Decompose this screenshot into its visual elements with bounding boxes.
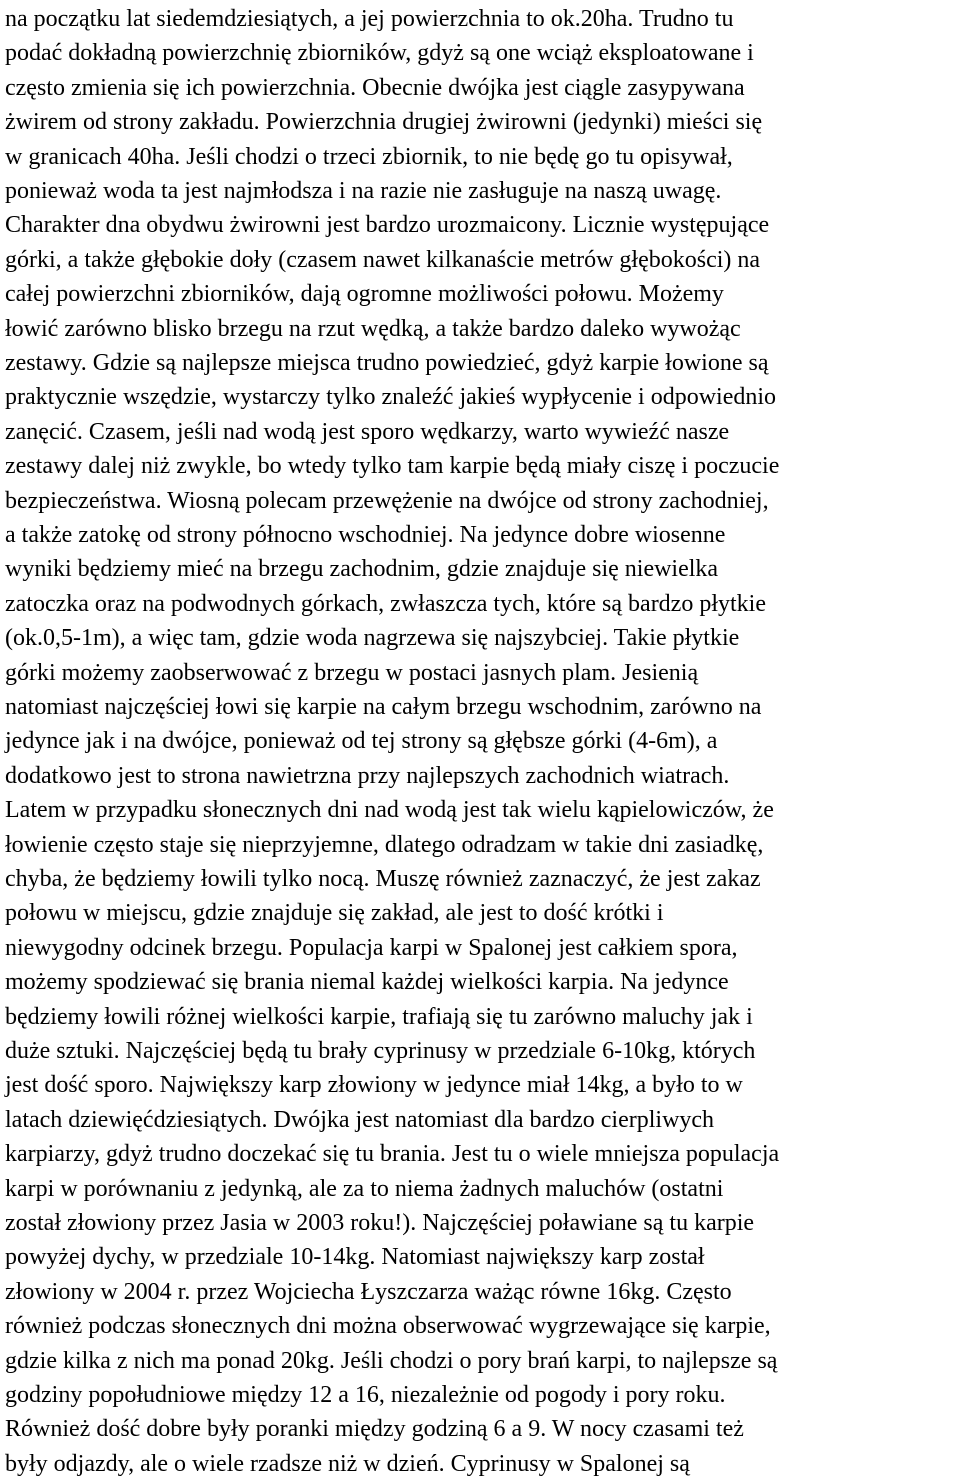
text-line: chyba, że będziemy łowili tylko nocą. Muszę również zaznaczyć, że jest zakaz	[5, 866, 761, 892]
text-line: górki, a także głębokie doły (czasem nawet kilkanaście metrów głębokości) na	[5, 246, 761, 273]
text-line: możemy spodziewać się brania niemal każdej wielkości karpia. Na jedynce	[5, 969, 729, 996]
text-line: godziny popołudniowe między 12 a 16, niezależnie od pogody i pory roku.	[5, 1382, 726, 1408]
text-line: Również dość dobre były poranki między godziną 6 a 9. W nocy czasami też	[5, 1416, 744, 1443]
text-line: zestawy dalej niż zwykle, bo wtedy tylko tam karpie będą miały ciszę i poczucie	[5, 453, 780, 480]
text-line: gdzie kilka z nich ma ponad 20kg. Jeśli chodzi o pory brań karpi, to najlepsze są	[5, 1347, 778, 1374]
text-line: w granicach 40ha. Jeśli chodzi o trzeci zbiornik, to nie będę go tu opisywał,	[5, 143, 733, 170]
text-line: został złowiony przez Jasia w 2003 roku!). Najczęściej poławiane są tu karpie	[5, 1210, 755, 1236]
text-line: często zmienia się ich powierzchnia. Obecnie dwójka jest ciągle zasypywana	[5, 74, 745, 101]
text-line: połowu w miejscu, gdzie znajduje się zakład, ale jest to dość krótki i	[5, 900, 664, 927]
text-line: karpi w porównaniu z jedynką, ale za to niema żadnych maluchów (ostatni	[5, 1175, 724, 1202]
text-line: łowienie często staje się nieprzyjemne, dlatego odradzam w takie dni zasiadkę,	[5, 831, 764, 858]
text-line: latach dziewięćdziesiątych. Dwójka jest natomiast dla bardzo cierpliwych	[5, 1106, 715, 1133]
text-line: łowić zarówno blisko brzegu na rzut wędką, a także bardzo daleko wywożąc	[5, 315, 741, 342]
text-line: żwirem od strony zakładu. Powierzchnia drugiej żwirowni (jedynki) mieści się	[5, 109, 763, 136]
text-line: zanęcić. Czasem, jeśli nad wodą jest sporo wędkarzy, warto wywieźć nasze	[5, 418, 730, 445]
text-line: Charakter dna obydwu żwirowni jest bardzo urozmaicony. Licznie występujące	[5, 212, 770, 239]
text-line: a także zatokę od strony północno wschodniej. Na jedynce dobre wiosenne	[5, 522, 726, 548]
text-line: ponieważ woda ta jest najmłodsza i na razie nie zasługuje na naszą uwagę.	[5, 178, 722, 204]
text-line: praktycznie wszędzie, wystarczy tylko znaleźć jakieś wypłycenie i odpowiednio	[5, 384, 777, 411]
text-line: również podczas słonecznych dni można obserwować wygrzewające się karpie,	[5, 1313, 771, 1340]
text-line: całej powierzchni zbiorników, dają ogromne możliwości połowu. Możemy	[5, 281, 724, 308]
text-line: (ok.0,5-1m), a więc tam, gdzie woda nagrzewa się najszybciej. Takie płytkie	[5, 625, 740, 652]
text-line: bezpieczeństwa. Wiosną polecam przewężenie na dwójce od strony zachodniej,	[5, 487, 769, 514]
text-line: zatoczka oraz na podwodnych górkach, zwłaszcza tych, które są bardzo płytkie	[5, 590, 766, 617]
text-line: powyżej dychy, w przedziale 10-14kg. Natomiast największy karp został	[5, 1244, 705, 1271]
text-line: niewygodny odcinek brzegu. Populacja karpi w Spalonej jest całkiem spora,	[5, 934, 738, 961]
text-line: jedynce jak i na dwójce, ponieważ od tej strony są głębsze górki (4-6m), a	[5, 728, 718, 755]
text-line: były odjazdy, ale o wiele rzadsze niż w dzień. Cyprinusy w Spalonej są	[5, 1450, 690, 1477]
text-line: Latem w przypadku słonecznych dni nad wodą jest tak wielu kąpielowiczów, że	[5, 797, 774, 824]
text-line: duże sztuki. Najczęściej będą tu brały cyprinusy w przedziale 6-10kg, których	[5, 1038, 756, 1064]
text-line: górki możemy zaobserwować z brzegu w postaci jasnych plam. Jesienią	[5, 659, 699, 686]
text-line: dodatkowo jest to strona nawietrzna przy najlepszych zachodnich wiatrach.	[5, 762, 730, 789]
text-line: karpiarzy, gdyż trudno doczekać się tu brania. Jest tu o wiele mniejsza populacja	[5, 1141, 780, 1168]
text-line: złowiony w 2004 r. przez Wojciecha Łyszczarza ważąc równe 16kg. Często	[5, 1278, 732, 1305]
text-line: będziemy łowili różnej wielkości karpie, trafiają się tu zarówno maluchy jak i	[5, 1003, 753, 1030]
text-line: natomiast najczęściej łowi się karpie na całym brzegu wschodnim, zarówno na	[5, 694, 762, 720]
text-line: wyniki będziemy mieć na brzegu zachodnim, gdzie znajduje się niewielka	[5, 556, 719, 583]
text-line: podać dokładną powierzchnię zbiorników, gdyż są one wciąż eksploatowane i	[5, 40, 754, 67]
text-line: na początku lat siedemdziesiątych, a jej powierzchnia to ok.20ha. Trudno tu	[5, 6, 734, 32]
text-line: zestawy. Gdzie są najlepsze miejsca trudno powiedzieć, gdyż karpie łowione są	[5, 350, 769, 376]
text-line: jest dość sporo. Największy karp złowiony w jedynce miał 14kg, a było to w	[5, 1072, 743, 1099]
